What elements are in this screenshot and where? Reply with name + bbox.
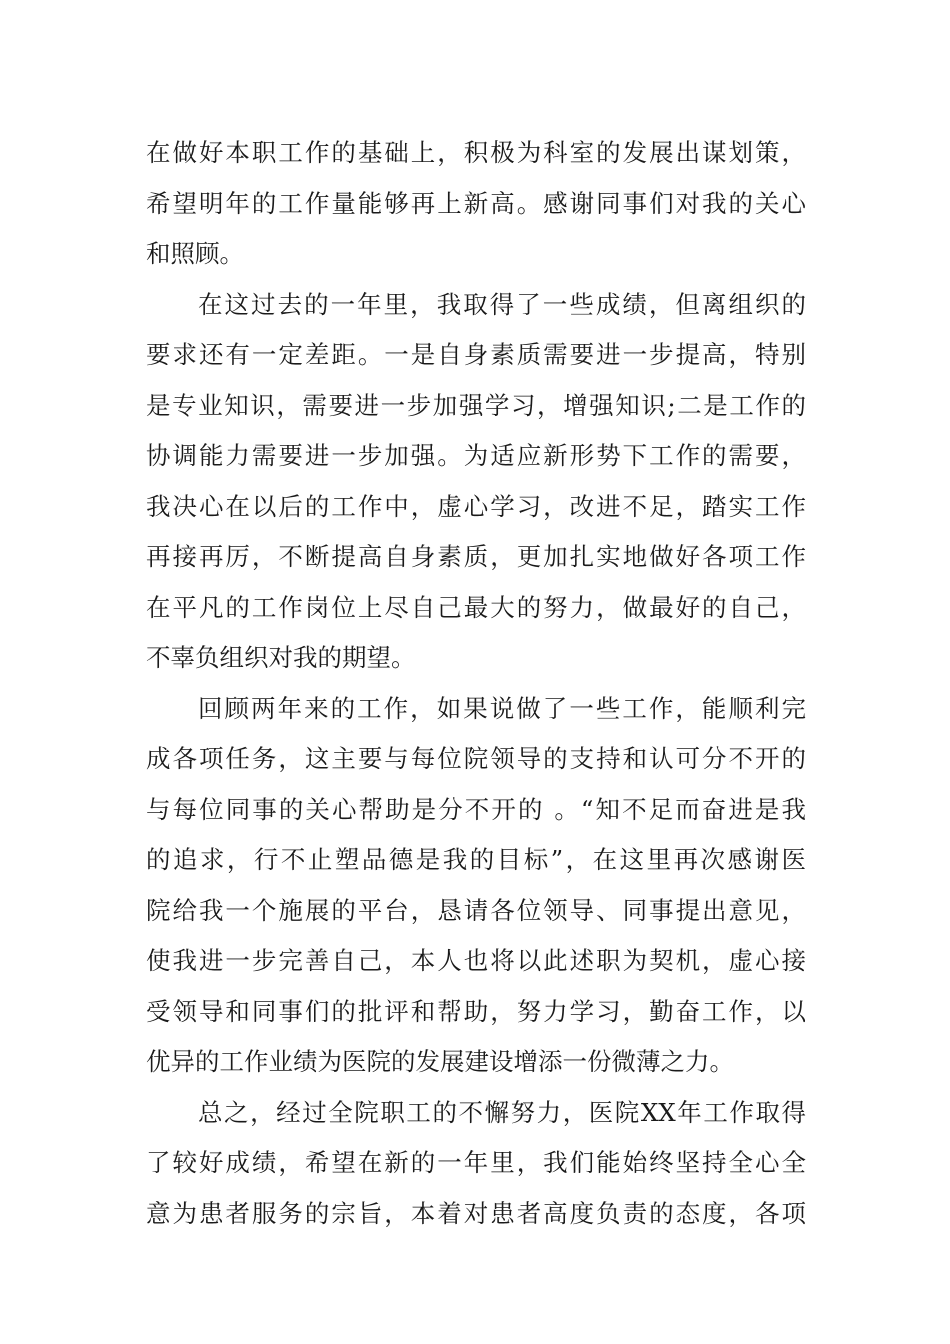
text-line: 使我进一步完善自己，本人也将以此述职为契机，虚心接 — [146, 946, 806, 975]
text-line: 不辜负组织对我的期望。 — [146, 643, 416, 672]
text-line: 优异的工作业绩为医院的发展建设增添一份微薄之力。 — [146, 1047, 734, 1076]
text-line: 院给我一个施展的平台，恳请各位领导、同事提出意见， — [146, 895, 806, 925]
text-line: 在平凡的工作岗位上尽自己最大的努力，做最好的自己， — [146, 592, 806, 622]
text-line: 协调能力需要进一步加强。为适应新形势下工作的需要， — [146, 441, 806, 470]
text-line: 再接再厉，不断提高自身素质，更加扎实地做好各项工作 — [146, 542, 806, 571]
body-text — [146, 128, 806, 1239]
text-line: 和照顾。 — [146, 239, 244, 268]
text-line: 意为患者服务的宗旨，本着对患者高度负责的态度，各项 — [146, 1198, 806, 1228]
text-line: 了较好成绩，希望在新的一年里，我们能始终坚持全心全 — [146, 1148, 806, 1177]
paragraph-first-line: 总之，经过全院职工的不懈努力，医院XX年工作取得 — [198, 1097, 806, 1127]
text-line: 在做好本职工作的基础上，积极为科室的发展出谋划策， — [146, 138, 806, 167]
text-line: 是专业知识，需要进一步加强学习，增强知识;二是工作的 — [146, 390, 806, 420]
text-line: 受领导和同事们的批评和帮助，努力学习，勤奋工作，以 — [146, 996, 806, 1026]
paragraph-first-line: 在这过去的一年里，我取得了一些成绩，但离组织的 — [198, 289, 806, 319]
text-line: 我决心在以后的工作中，虚心学习，改进不足，踏实工作 — [146, 491, 806, 521]
text-line: 成各项任务，这主要与每位院领导的支持和认可分不开的 — [146, 744, 806, 773]
text-line: 希望明年的工作量能够再上新高。感谢同事们对我的关心 — [146, 188, 806, 218]
paragraph-first-line: 回顾两年来的工作，如果说做了一些工作，能顺利完 — [198, 693, 806, 723]
text-line: 要求还有一定差距。一是自身素质需要进一步提高，特别 — [146, 340, 806, 369]
text-line: 的追求，行不止塑品德是我的目标”，在这里再次感谢医 — [146, 845, 806, 874]
text-line: 与每位同事的关心帮助是分不开的 。“知不足而奋进是我 — [146, 794, 806, 824]
